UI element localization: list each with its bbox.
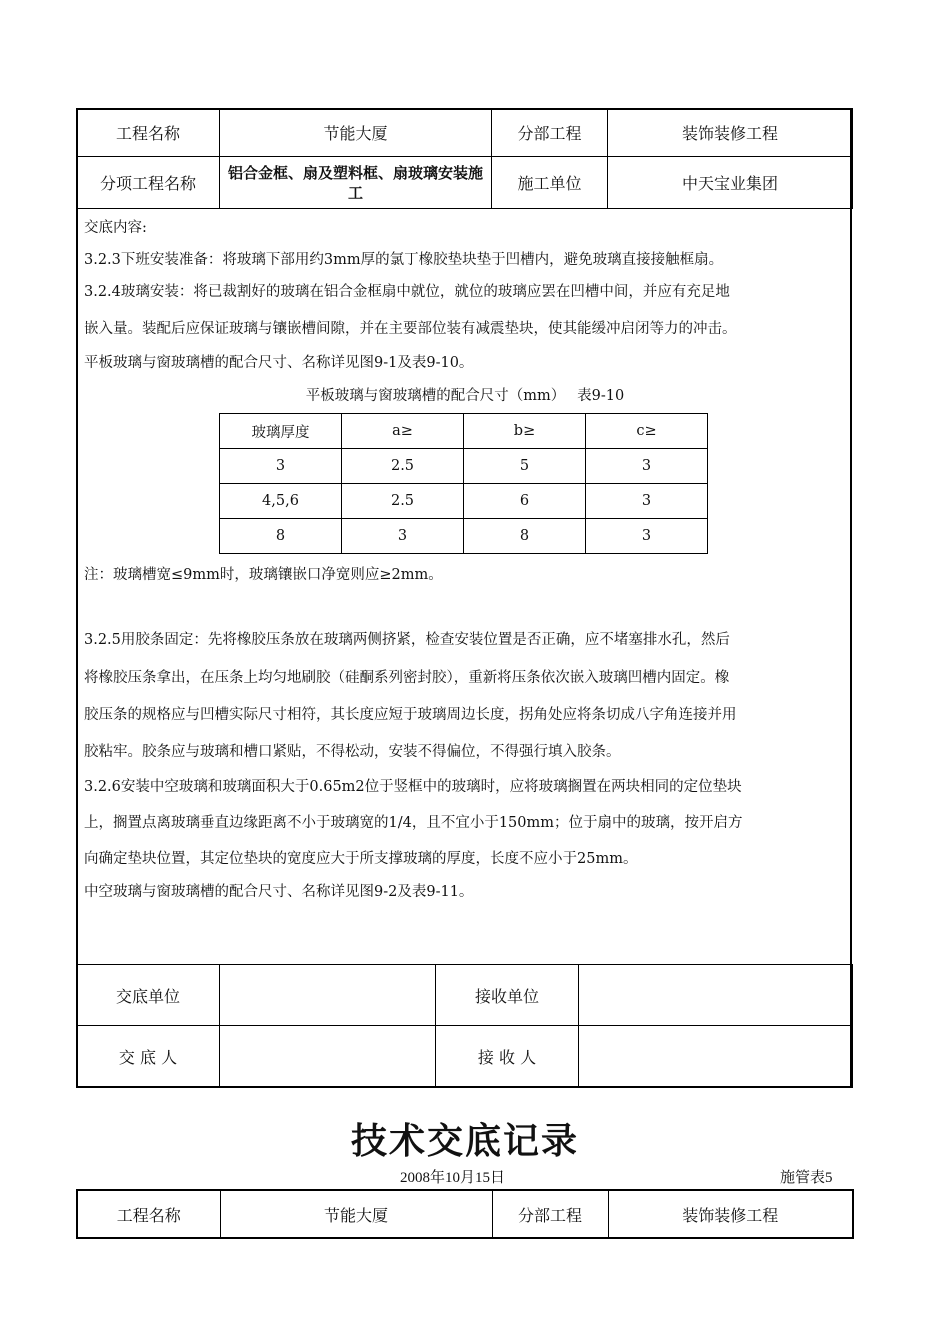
signature-row-person <box>77 1026 853 1088</box>
paragraph-3-2-3: 3.2.3下班安装准备：将玻璃下部用约3mm厚的氯丁橡胶垫块垫于凹槽内，避免玻璃直接接触框扇。 <box>84 252 724 268</box>
project-value: 节能大厦 <box>220 109 492 157</box>
table-row <box>220 449 708 484</box>
table-cell: 2.5 <box>342 449 464 484</box>
issuer-person-field[interactable] <box>220 1026 436 1088</box>
table-cell: 6 <box>464 484 586 519</box>
next-division-value: 装饰装修工程 <box>608 1190 853 1238</box>
paragraph-3-2-5-line2: 将橡胶压条拿出，在压条上均匀地刷胶（硅酮系列密封胶），重新将压条依次嵌入玻璃凹槽内固定。橡 <box>84 670 730 686</box>
table-cell: 2.5 <box>342 484 464 519</box>
table-cell: 3 <box>220 449 342 484</box>
table-row <box>220 484 708 519</box>
paragraph-3-2-6-line3: 向确定垫块位置，其定位垫块的宽度应大于所支撑玻璃的厚度，长度不应小于25mm。 <box>84 851 638 867</box>
header-row-1 <box>77 109 853 157</box>
next-project-value: 节能大厦 <box>220 1190 492 1238</box>
paragraph-reference-9-2: 中空玻璃与窗玻璃槽的配合尺寸、名称详见图9-2及表9-11。 <box>84 884 474 900</box>
table-row <box>220 519 708 554</box>
signature-table <box>76 964 853 1088</box>
contractor-label: 施工单位 <box>492 157 608 209</box>
issuer-person-label: 交 底 人 <box>77 1026 220 1088</box>
signature-row-unit <box>77 965 853 1026</box>
table-cell: 8 <box>464 519 586 554</box>
receiver-unit-field[interactable] <box>579 965 853 1026</box>
receiver-person-field[interactable] <box>579 1026 853 1088</box>
table-cell: 3 <box>586 519 708 554</box>
next-header-row <box>77 1190 853 1238</box>
subitem-value: 铝合金框、扇及塑料框、扇玻璃安装施工 <box>220 157 492 209</box>
division-value: 装饰装修工程 <box>608 109 853 157</box>
table-cell: 3 <box>342 519 464 554</box>
document-title: 技术交底记录 <box>350 1121 579 1162</box>
paragraph-3-2-5-line3: 胶压条的规格应与凹槽实际尺寸相符，其长度应短于玻璃周边长度，拐角处应将条切成八字角连接并用 <box>84 707 737 723</box>
table-header-cell: b≥ <box>464 414 586 449</box>
contractor-value: 中天宝业集团 <box>608 157 853 209</box>
header-row-2 <box>77 157 853 209</box>
issuer-unit-label: 交底单位 <box>77 965 220 1026</box>
next-header-table <box>76 1189 854 1239</box>
table-cell: 5 <box>464 449 586 484</box>
table-cell: 4,5,6 <box>220 484 342 519</box>
header-table <box>76 108 853 209</box>
table-cell: 3 <box>586 484 708 519</box>
next-project-label: 工程名称 <box>77 1190 220 1238</box>
form-number: 施管表5 <box>780 1170 833 1186</box>
table-caption: 平板玻璃与窗玻璃槽的配合尺寸（mm） 表9-10 <box>305 388 625 404</box>
paragraph-reference-9-1: 平板玻璃与窗玻璃槽的配合尺寸、名称详见图9-1及表9-10。 <box>84 355 474 371</box>
subitem-label: 分项工程名称 <box>77 157 220 209</box>
division-label: 分部工程 <box>492 109 608 157</box>
paragraph-3-2-5-line1: 3.2.5用胶条固定：先将橡胶压条放在玻璃两侧挤紧，检查安装位置是否正确，应不堵塞排水孔，然后 <box>84 632 730 648</box>
table-header-cell: 玻璃厚度 <box>220 414 342 449</box>
paragraph-3-2-4-line2: 嵌入量。装配后应保证玻璃与镶嵌槽间隙，并在主要部位装有减震垫块，使其能缓冲启闭等力的冲击。 <box>84 321 737 337</box>
table-header-cell: a≥ <box>342 414 464 449</box>
receiver-person-label: 接 收 人 <box>436 1026 579 1088</box>
document-date: 2008年10月15日 <box>400 1170 506 1186</box>
table-cell: 3 <box>586 449 708 484</box>
table-note: 注：玻璃槽宽≤9mm时，玻璃镶嵌口净宽则应≥2mm。 <box>84 567 443 583</box>
paragraph-3-2-6-line2: 上，搁置点离玻璃垂直边缘距离不小于玻璃宽的1/4，且不宜小于150mm；位于扇中的玻璃，按开启方 <box>84 815 743 831</box>
paragraph-3-2-6-line1: 3.2.6安装中空玻璃和玻璃面积大于0.65m2位于竖框中的玻璃时，应将玻璃搁置在两块相同的定位垫块 <box>84 779 742 795</box>
project-label: 工程名称 <box>77 109 220 157</box>
glass-slot-table <box>219 413 708 554</box>
table-cell: 8 <box>220 519 342 554</box>
content-heading: 交底内容: <box>84 220 147 236</box>
table-header-cell: c≥ <box>586 414 708 449</box>
next-division-label: 分部工程 <box>492 1190 608 1238</box>
paragraph-3-2-5-line4: 胶粘牢。胶条应与玻璃和槽口紧贴，不得松动，安装不得偏位，不得强行填入胶条。 <box>84 744 621 760</box>
receiver-unit-label: 接收单位 <box>436 965 579 1026</box>
issuer-unit-field[interactable] <box>220 965 436 1026</box>
table-header-row <box>220 414 708 449</box>
paragraph-3-2-4-line1: 3.2.4玻璃安装：将已裁割好的玻璃在铝合金框扇中就位，就位的玻璃应罢在凹槽中间，并应有充足地 <box>84 284 730 300</box>
